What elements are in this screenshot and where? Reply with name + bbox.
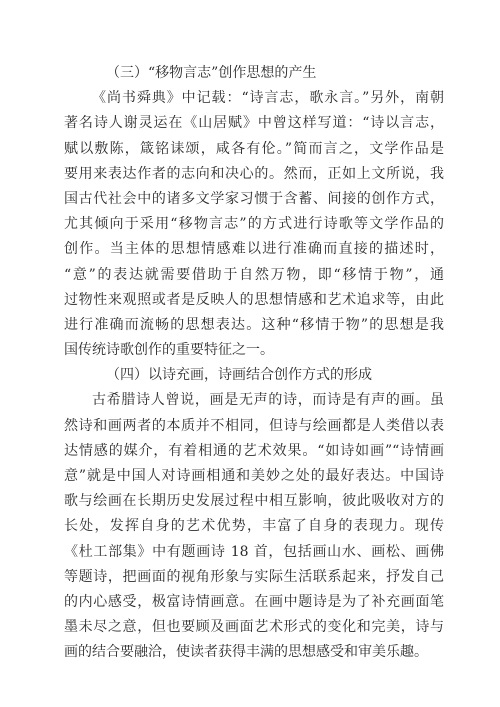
paragraph-line: 创作。当主体的思想情感难以进行准确而直接的描述时， (64, 241, 444, 258)
paragraph-line: 过物性来观照或者是反映人的思想情感和艺术追求等，由此 (64, 291, 444, 308)
paragraph-line: 意”就是中国人对诗画相通和美妙之处的最好表达。中国诗 (64, 468, 444, 484)
paragraph-line: 国传统诗歌创作的重要特征之一。 (64, 342, 274, 359)
paragraph-line: 歌与绘画在长期历史发展过程中相互影响，彼此吸收对方的 (64, 493, 444, 510)
paragraph-line: 赋以敷陈，箴铭诔颂，咸各有伦。”简而言之，文学作品是 (64, 140, 444, 157)
paragraph-line: 《杜工部集》中有题画诗 18 首，包括画山水、画松、画佛 (64, 543, 444, 560)
paragraph-line: 等题诗，把画面的视角形象与实际生活联系起来，抒发自己 (64, 568, 444, 585)
paragraph-line: 的内心感受，极富诗情画意。在画中题诗是为了补充画面笔 (64, 593, 444, 610)
paragraph-line: 要用来表达作者的志向和决心的。然而，正如上文所说，我 (64, 165, 444, 182)
paragraph-line: 墨未尽之意，但也要顾及画面艺术形式的变化和完美，诗与 (64, 619, 444, 636)
paragraph-line: 进行准确而流畅的思想表达。这种“移情于物”的思想是我 (64, 316, 444, 333)
paragraph-line: 尤其倾向于采用“移物言志”的方式进行诗歌等文学作品的 (64, 216, 444, 233)
paragraph-line: 画的结合要融洽，使读者获得丰满的思想感受和审美乐趣。 (64, 644, 428, 661)
paragraph-line: 国古代社会中的诸多文学家习惯于含蓄、间接的创作方式， (64, 190, 444, 207)
paragraph-line: “意”的表达就需要借助于自然万物，即“移情于物”，通 (64, 266, 444, 283)
paragraph-line: 然诗和画两者的本质并不相同，但诗与绘画都是人类借以表 (64, 417, 444, 434)
paragraph-line: 达情感的媒介，有着相通的艺术效果。“如诗如画”“诗情画 (64, 442, 444, 459)
paragraph-line: 长处，发挥自身的艺术优势，丰富了自身的表现力。现传 (64, 518, 444, 535)
document-page (64, 61, 444, 666)
paragraph-line: 著名诗人谢灵运在《山居赋》中曾这样写道：“诗以言志， (64, 115, 444, 132)
paragraph-line: 《尚书舜典》中记载：“诗言志，歌永言。”另外，南朝 (92, 90, 444, 107)
section-3-heading: （三）“移物言志”创作思想的产生 (106, 65, 317, 81)
section-4-heading: （四）以诗充画，诗画结合创作方式的形成 (106, 367, 372, 384)
paragraph-line: 古希腊诗人曾说，画是无声的诗，而诗是有声的画。虽 (92, 392, 444, 409)
